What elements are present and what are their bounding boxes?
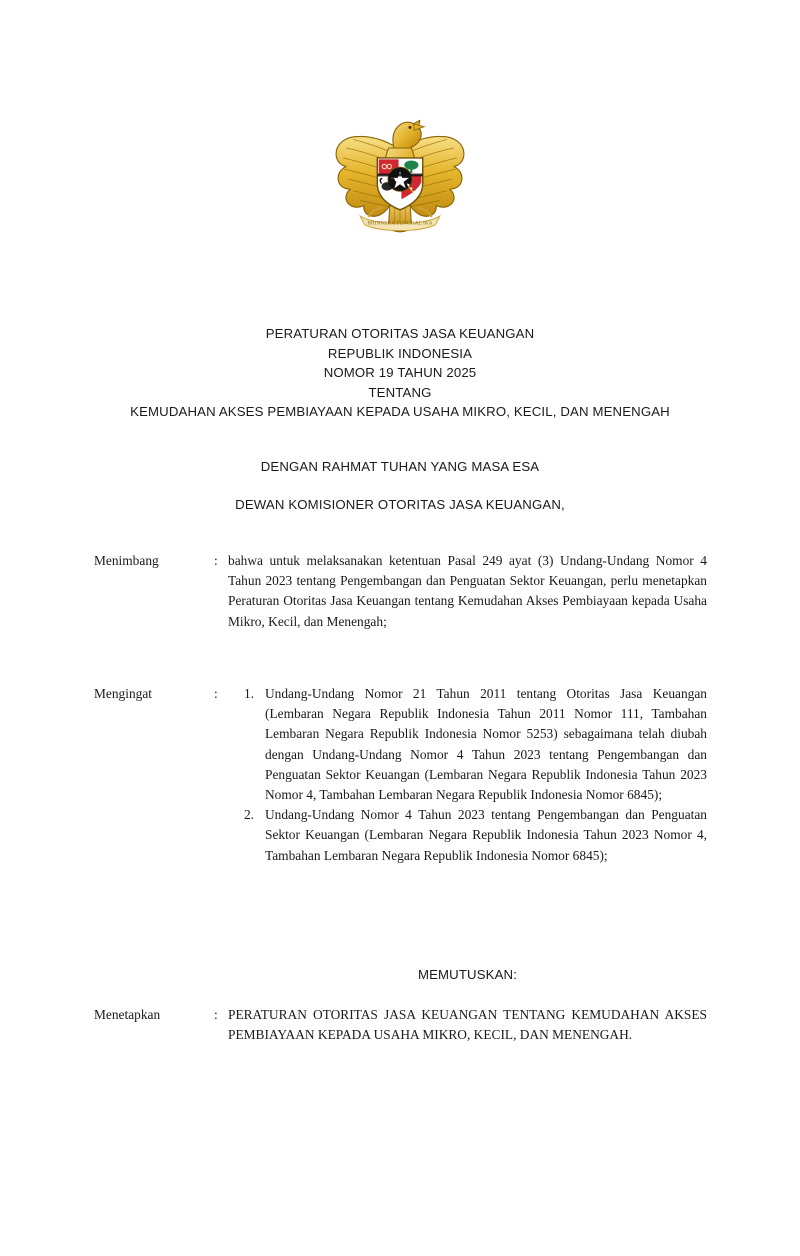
- title-line-5-subject: KEMUDAHAN AKSES PEMBIAYAAN KEPADA USAHA MIKRO, KECIL, DAN MENENGAH: [130, 404, 670, 419]
- list-item-marker: 1.: [243, 686, 254, 701]
- title-line-3-number: NOMOR 19 TAHUN 2025: [323, 365, 477, 380]
- menetapkan-text: PERATURAN OTORITAS JASA KEUANGAN TENTANG KEMUDAHAN AKSES PEMBIAYAAN KEPADA USAHA MIKRO, KECIL, DAN MENENGAH.: [228, 1007, 707, 1043]
- menimbang-text: bahwa untuk melaksanakan ketentuan Pasal 249 ayat (3) Undang-Undang Nomor 4 Tahun 2023 tentang Pengembangan dan Penguatan Sektor Keuangan, perlu menetapkan Peraturan Otoritas Jasa Keuangan tentang Kemudahan Akses Pembiayaan kepada Usaha Mikro, Kecil, dan Menengah;: [228, 553, 707, 629]
- preamble-dewan-komisioner: DEWAN KOMISIONER OTORITAS JASA KEUANGAN,: [235, 497, 565, 512]
- emblem-container: [0, 104, 800, 251]
- clause-menimbang: [94, 551, 707, 632]
- document-title: [70, 324, 730, 422]
- garuda-pancasila-icon: [329, 104, 471, 246]
- clause-menetapkan: [94, 1005, 707, 1045]
- title-line-2: REPUBLIK INDONESIA: [327, 345, 473, 361]
- menimbang-label: Menimbang: [94, 553, 159, 568]
- list-item: [228, 805, 707, 866]
- title-line-4-tentang: TENTANG: [368, 384, 432, 400]
- motto-text: BHINNEKA TUNGGAL IKA: [367, 220, 433, 227]
- mengingat-colon: :: [214, 686, 218, 701]
- list-item-text: Undang-Undang Nomor 21 Tahun 2011 tentang Otoritas Jasa Keuangan (Lembaran Negara Republik Indonesia Tahun 2011 Nomor 111, Tambahan Lembaran Negara Republik Indonesia Nomor 5253) sebagaimana telah diubah dengan Undang-Undang Nomor 4 Tahun 2023 tentang Pengembangan dan Penguatan Sektor Keuangan (Lembaran Negara Republik Indonesia Tahun 2023 Nomor 4, Tambahan Lembaran Negara Republik Indonesia Nomor 6845);: [265, 686, 707, 803]
- mengingat-list: [228, 684, 707, 866]
- clause-mengingat: [94, 684, 707, 866]
- preamble-rahmat: DENGAN RAHMAT TUHAN YANG MASA ESA: [260, 459, 540, 474]
- memutuskan-heading: MEMUTUSKAN:: [417, 967, 518, 982]
- list-item-marker: 2.: [243, 807, 254, 823]
- menimbang-colon: :: [214, 553, 218, 568]
- mengingat-body: [228, 684, 707, 866]
- title-line-1: PERATURAN OTORITAS JASA KEUANGAN: [265, 326, 535, 341]
- list-item: [228, 684, 707, 805]
- menetapkan-label: Menetapkan: [94, 1007, 161, 1022]
- menetapkan-colon: :: [214, 1007, 218, 1022]
- mengingat-label: Mengingat: [94, 686, 153, 701]
- list-item-text: Undang-Undang Nomor 4 Tahun 2023 tentang Pengembangan dan Penguatan Sektor Keuangan (Lembaran Negara Republik Indonesia Tahun 2023 Nomor 4, Tambahan Lembaran Negara Republik Indonesia Nomor 6845);: [265, 807, 707, 863]
